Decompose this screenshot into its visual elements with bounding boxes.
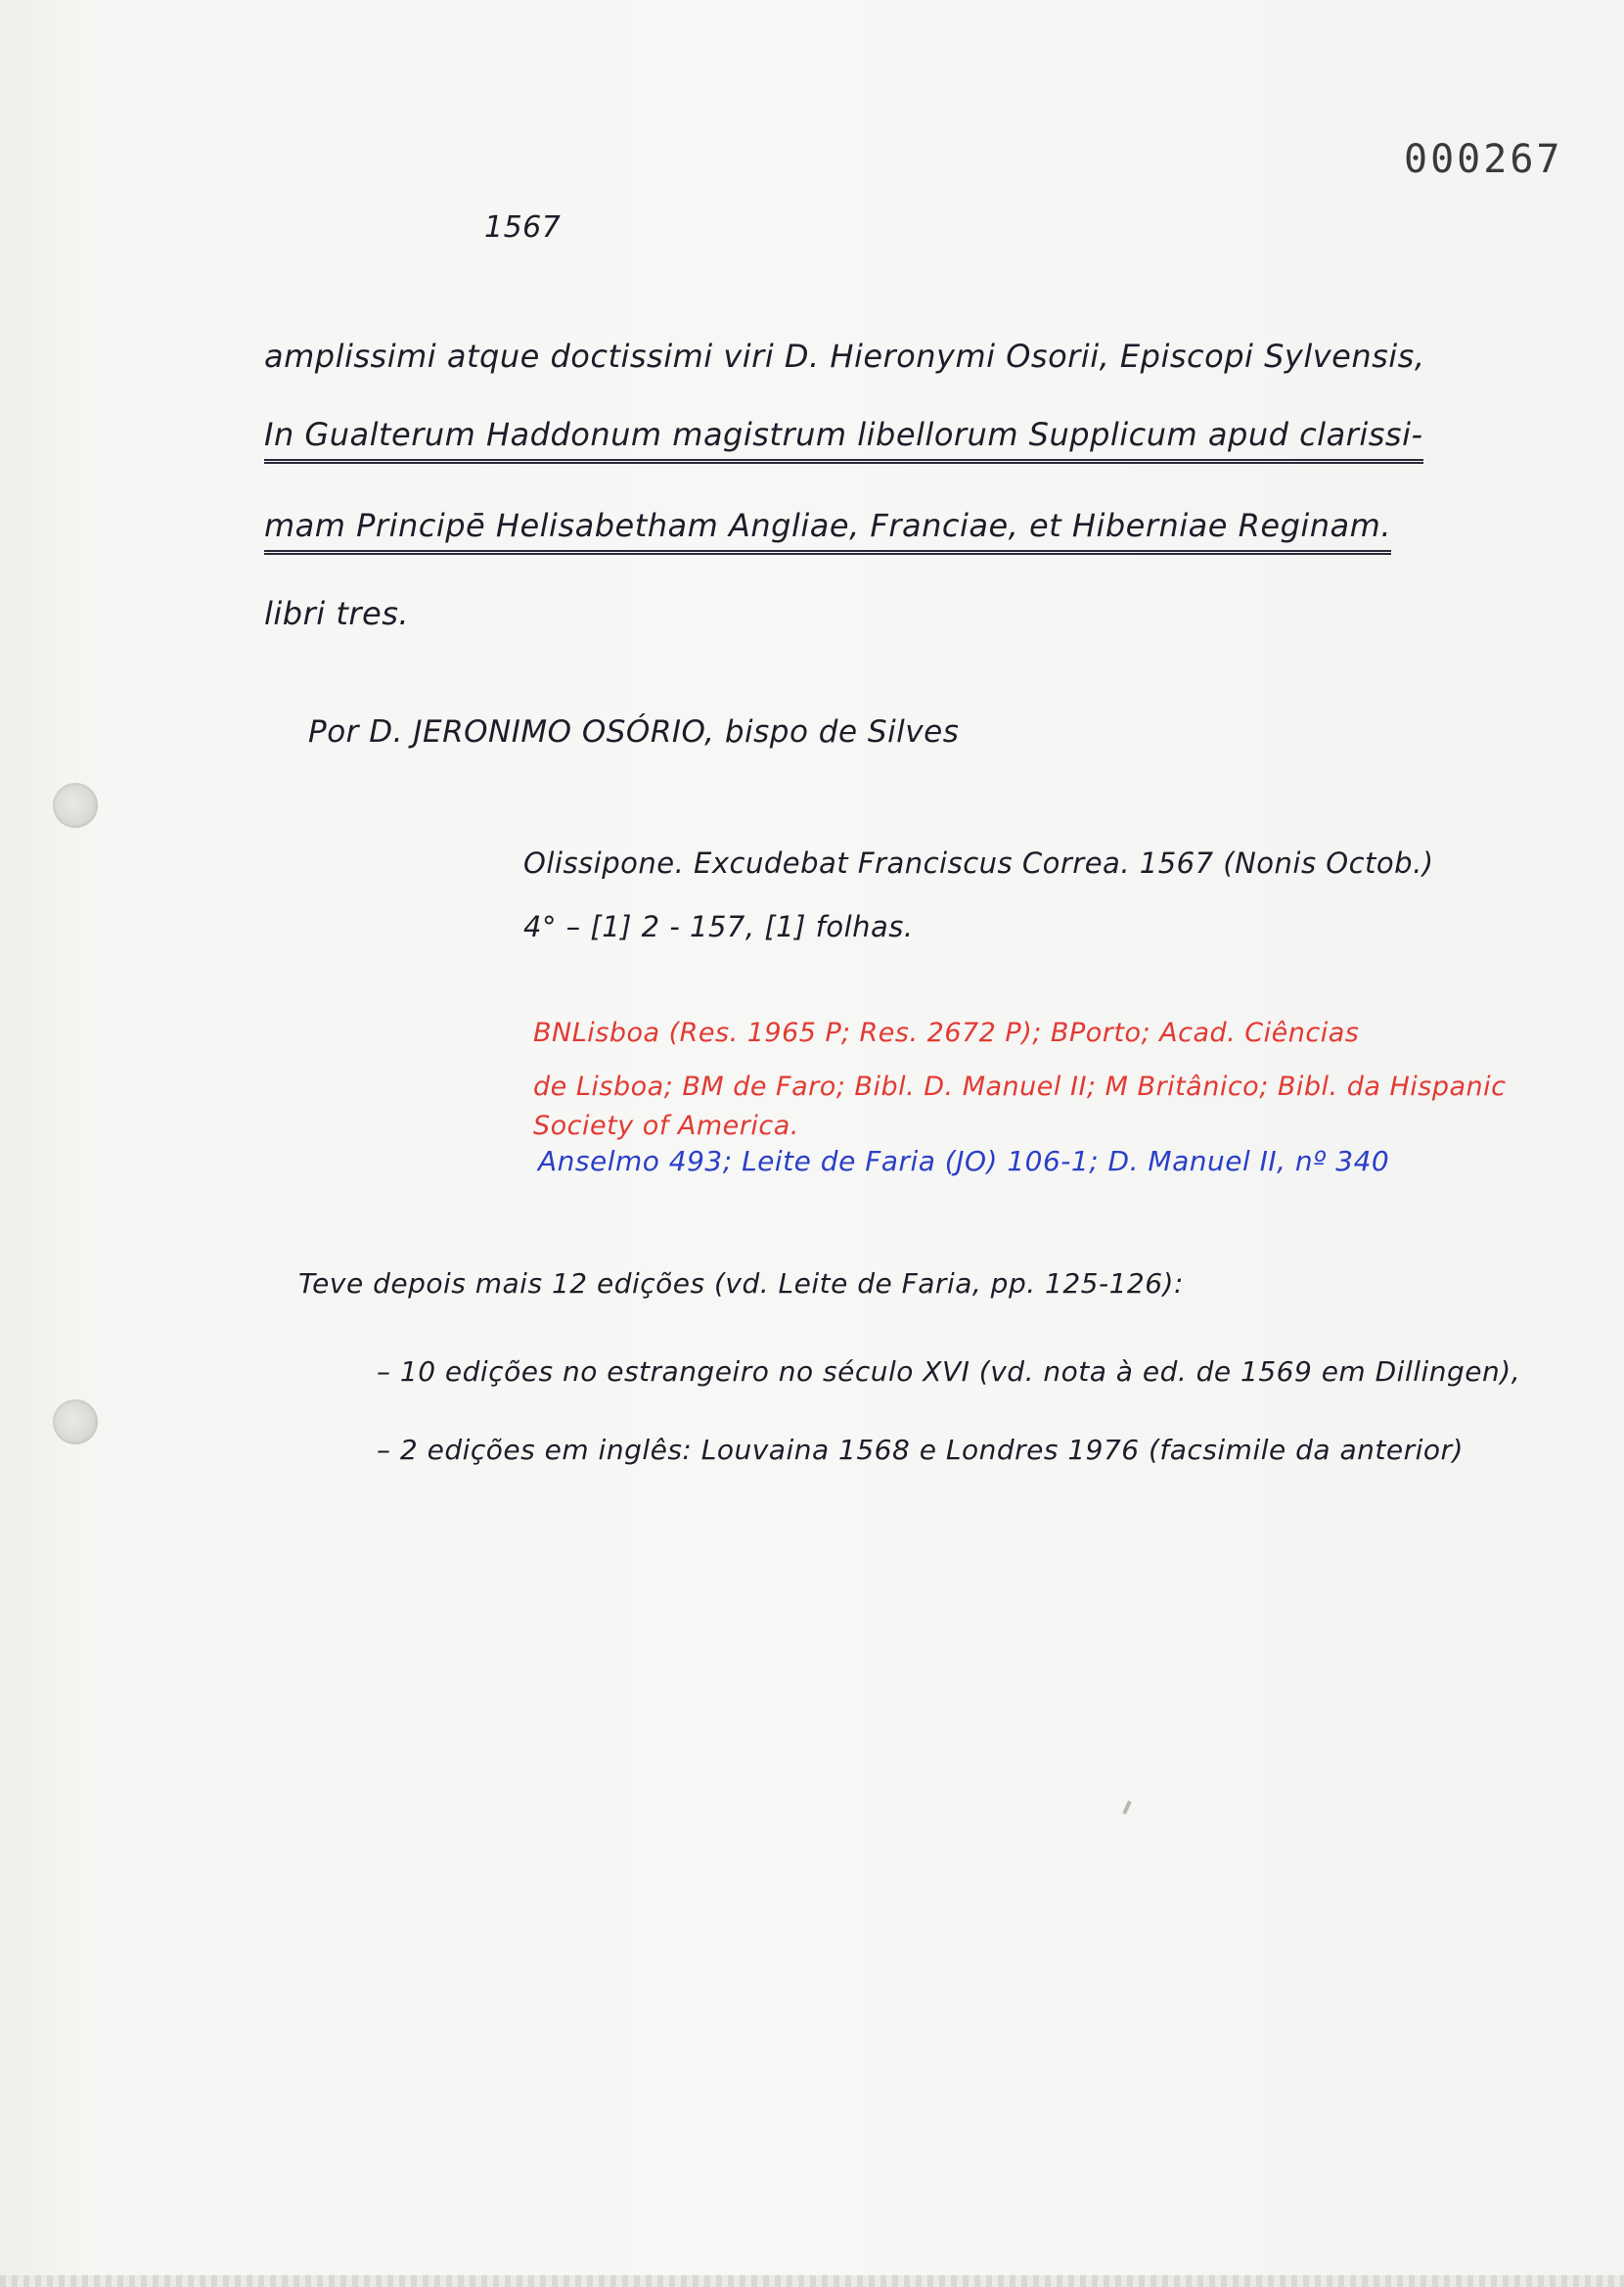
- holdings-line-1: BNLisboa (Res. 1965 P; Res. 2672 P); BPorto; Acad. Ciências: [533, 1018, 1360, 1048]
- imprint-line: Olissipone. Excudebat Franciscus Correa. 1567 (Nonis Octob.): [523, 846, 1434, 880]
- editions-intro: Teve depois mais 12 edições (vd. Leite de Faria, pp. 125-126):: [298, 1267, 1184, 1300]
- title-line-4: libri tres.: [264, 595, 410, 632]
- references-line: Anselmo 493; Leite de Faria (JO) 106-1; D. Manuel II, nº 340: [538, 1145, 1390, 1177]
- title-line-1: amplissimi atque doctissimi viri D. Hieronymi Osorii, Episcopi Sylvensis,: [264, 338, 1425, 375]
- author-line: Por D. JERONIMO OSÓRIO, bispo de Silves: [308, 714, 960, 750]
- document-year: 1567: [484, 210, 562, 245]
- holdings-line-3: Society of America.: [533, 1111, 799, 1141]
- archive-stamp-number: 000267: [1404, 137, 1563, 182]
- scan-bottom-edge: [0, 2275, 1624, 2287]
- holdings-line-2: de Lisboa; BM de Faro; Bibl. D. Manuel II; M Britânico; Bibl. da Hispanic: [533, 1072, 1507, 1102]
- format-line: 4° – [1] 2 - 157, [1] folhas.: [523, 910, 914, 943]
- editions-item-2: – 2 edições em inglês: Louvaina 1568 e Londres 1976 (facsimile da anterior): [377, 1434, 1464, 1466]
- punch-hole-lower: [53, 1399, 98, 1444]
- editions-item-1: – 10 edições no estrangeiro no século XVI (vd. nota à ed. de 1569 em Dillingen),: [377, 1355, 1521, 1388]
- title-line-3: mam Principē Helisabetham Angliae, Franciae, et Hiberniae Reginam.: [264, 507, 1391, 555]
- punch-hole-upper: [53, 783, 98, 828]
- title-line-2: In Gualterum Haddonum magistrum libellorum Supplicum apud clarissi-: [264, 416, 1423, 464]
